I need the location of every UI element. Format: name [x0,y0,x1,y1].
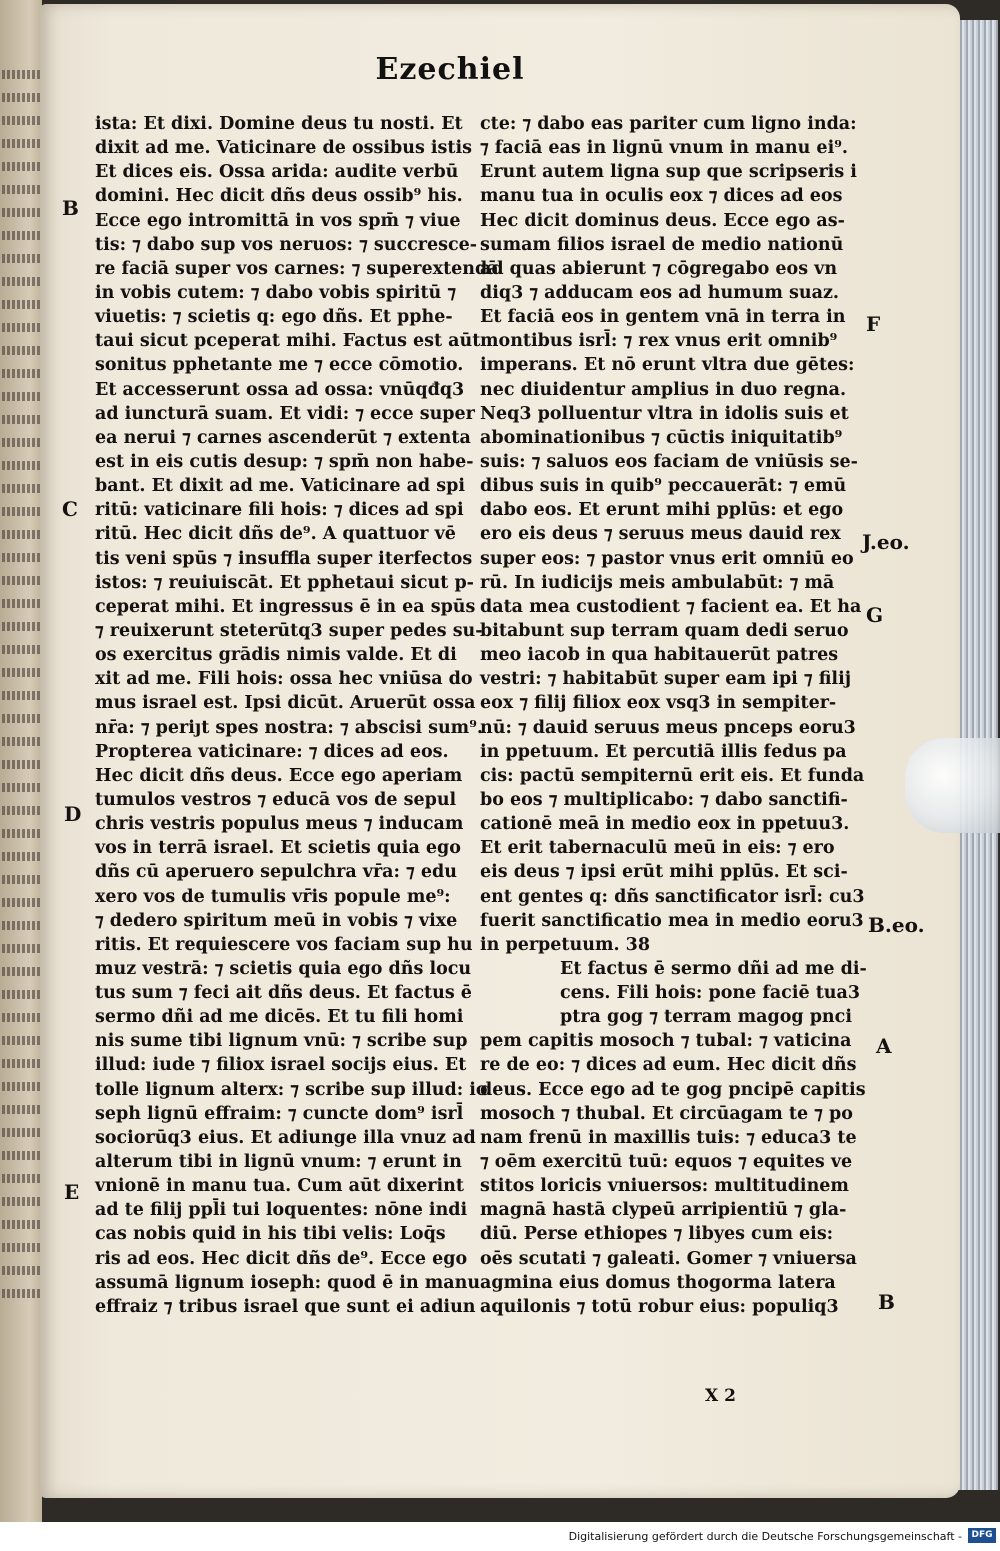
text-line: abominationibus ⁊ cūctis iniquitatib⁹ [480,427,843,448]
margin-ref-j-eo: J.eo. [862,530,910,554]
text-line: data mea custodient ⁊ facient ea. Et ha [480,596,862,617]
text-line: eis deus ⁊ ipsi erūt mihi pplūs. Et sci- [480,862,848,883]
footer-bar [0,1522,1000,1551]
margin-letter-b: B [62,196,79,220]
text-line: bitabunt sup terram quam dedi seruo [480,620,849,641]
text-line: dibus suis in quib⁹ peccauerāt: ⁊ emū [480,476,847,497]
text-line: cens. Fili hois: pone faciē tua3 [560,983,861,1004]
margin-letter-g: G [866,603,884,627]
text-line: assumā lignum ioseph: quod ē in manu [95,1272,481,1293]
text-line: aquilonis ⁊ totū robur eius: populiq3 [480,1296,839,1317]
text-line: nec diuidentur amplius in duo regna. [480,379,847,400]
text-line: ⁊ dedero spiritum meū in vobis ⁊ vixe [95,910,458,931]
text-line: Et dices eis. Ossa arida: audite verbū [95,162,459,183]
text-line: vestri: ⁊ habitabūt super eam ipi ⁊ filij [480,669,852,690]
margin-letter-e: E [64,1180,80,1204]
text-line: Hec dicit dominus deus. Ecce ego as- [480,210,845,231]
text-line: suis: ⁊ saluos eos faciam de vniūsis se- [480,451,858,472]
text-line: cte: ⁊ dabo eas pariter cum ligno inda: [480,114,857,134]
text-line: imperans. Et nō erunt vltra due gētes: [480,355,855,376]
text-line: ent gentes q: dñs sanctificator isrl̄: cu3 [480,886,865,907]
margin-letter-d: D [64,802,82,826]
margin-letter-a: A [876,1034,892,1058]
text-line: tis veni spūs ⁊ insuffla super iterfectos [95,548,473,569]
text-line: cas nobis quid in his tibi velis: Loq̄s [95,1224,446,1245]
text-line: viuetis: ⁊ scietis q: ego dñs. Et pphe- [95,307,453,328]
text-line: illud: iude ⁊ filiox israel socijs eius. Et [95,1055,467,1076]
text-line: in perpetuum. 38 [480,934,651,955]
text-line: Propterea vaticinare: ⁊ dices ad eos. [95,741,449,762]
text-line: eox ⁊ filij filiox eox vsq3 in sempiter- [480,693,837,714]
text-line: ptra gog ⁊ terram magog pnci [560,1007,852,1028]
text-line: effraiz ⁊ tribus israel que sunt ei adiun [95,1296,476,1317]
text-line: est in eis cutis desup: ⁊ spm̄ non habe- [95,451,474,472]
text-line: Et faciā eos in gentem vnā in terra in [480,307,846,328]
facing-page-edge [0,0,42,1522]
text-line: istos: ⁊ reuiuiscāt. Et pphetaui sicut p- [95,572,474,593]
text-line: nū: ⁊ dauid seruus meus pnceps eoru3 [480,717,856,738]
margin-letter-f: F [866,312,881,336]
text-line: stitos loricis vniuersos: multitudinem [480,1176,849,1197]
text-line: magnā hastā clypeū arripientiū ⁊ gla- [480,1200,847,1221]
text-line: pem capitis mosoch ⁊ tubal: ⁊ vaticina [480,1031,852,1052]
text-line: rū. In iudicijs meis ambulabūt: ⁊ mā [480,572,835,593]
text-line: dixit ad me. Vaticinare de ossibus istis [95,138,472,159]
text-line: os exercitus grādis nimis valde. Et di [95,645,457,666]
running-head: Ezechiel [375,52,525,87]
text-line: xero vos de tumulis vr̄is popule me⁹: [95,886,451,907]
text-line: chris vestris populus meus ⁊ inducam [95,814,464,835]
text-line: Erunt autem ligna sup que scripseris i [480,162,857,183]
text-line: agmina eius domus thogorma latera [480,1272,836,1293]
text-line: tumulos vestros ⁊ educā vos de sepul [95,789,457,810]
text-line: vnionē in manu tua. Cum aūt dixerint [95,1176,464,1197]
text-line: ero eis deus ⁊ seruus meus dauid rex [480,524,841,545]
footer-credit: Digitalisierung gefördert durch die Deutsche Forschungsgemeinschaft - [568,1530,962,1543]
text-line: re de eo: ⁊ dices ad eum. Hec dicit dñs [480,1055,857,1076]
text-line: seph lignū effraim: ⁊ cuncte dom⁹ isrl̄ [95,1103,464,1124]
text-line: fuerit sanctificatio mea in medio eoru3 [480,910,864,931]
text-line: ad iuncturā suam. Et vidi: ⁊ ecce super [95,403,475,424]
text-line: dabo eos. Et erunt mihi pplūs: et ego [480,500,844,521]
text-line: alterum tibi in lignū vnum: ⁊ erunt in [95,1152,462,1173]
text-line: ris ad eos. Hec dicit dñs de⁹. Ecce ego [95,1248,468,1269]
text-line: Ecce ego intromittā in vos spm̄ ⁊ viue [95,210,461,231]
text-line: diū. Perse ethiopes ⁊ libyes cum eis: [480,1224,834,1245]
text-line: sonitus pphetante me ⁊ ecce cōmotio. [95,355,464,376]
text-line: ⁊ oēm exercitū tuū: equos ⁊ equites ve [480,1152,853,1173]
text-line: mosoch ⁊ thubal. Et circūagam te ⁊ po [480,1103,853,1124]
text-line: bant. Et dixit ad me. Vaticinare ad spi [95,476,465,497]
text-line: Et factus ē sermo dñi ad me di- [560,958,867,979]
text-line: domini. Hec dicit dñs deus ossib⁹ his. [95,186,463,207]
text-line: oēs scutati ⁊ galeati. Gomer ⁊ vniuersa [480,1248,857,1269]
text-line: montibus isrl̄: ⁊ rex vnus erit omnib⁹ [480,331,838,352]
text-line: taui sicut pceperat mihi. Factus est aūt [95,331,481,352]
text-line: cationē meā in medio eox in ppetuu3. [480,814,850,835]
text-line: deus. Ecce ego ad te gog pncipē capitis [480,1079,866,1100]
margin-letter-c: C [62,497,78,521]
text-line: ritū. Hec dicit dñs de⁹. A quattuor vē [95,524,456,545]
text-line: ⁊ faciā eas in lignū vnum in manu ei⁹. [480,138,848,159]
text-line: tis: ⁊ dabo sup vos neruos: ⁊ succresce- [95,234,478,255]
text-line: meo iacob in qua habitauerūt patres [480,645,839,666]
text-line: ritū: vaticinare fili hois: ⁊ dices ad spi [95,500,464,521]
text-line: Et erit tabernaculū meū in eis: ⁊ ero [480,838,835,859]
text-line: xit ad me. Fili hois: ossa hec vniūsa do [95,669,473,690]
text-line: Hec dicit dñs deus. Ecce ego aperiam [95,765,463,786]
margin-letter-b2: B [878,1290,895,1314]
text-line: ea nerui ⁊ carnes ascenderūt ⁊ extenta [95,427,471,448]
text-line: in ppetuum. Et percutiā illis fedus pa [480,741,847,762]
text-line: bo eos ⁊ multiplicabo: ⁊ dabo sanctifi- [480,789,848,810]
text-line: ista: Et dixi. Domine deus tu nosti. Et [95,114,463,134]
text-line: sumam filios israel de medio nationū [480,234,844,255]
text-line: nr̄a: ⁊ periȷt spes nostra: ⁊ abscisi sum⁹. [95,717,483,738]
signature-mark: X 2 [705,1386,736,1406]
text-line: tus sum ⁊ feci ait dñs deus. Et factus ē [95,983,472,1004]
text-line: sermo dñi ad me dicēs. Et tu fili homi [95,1007,464,1028]
text-line: manu tua in oculis eox ⁊ dices ad eos [480,186,843,207]
text-line: tolle lignum alterx: ⁊ scribe sup illud: io [95,1079,488,1100]
right-text-column [480,112,867,1319]
text-line: re faciā super vos carnes: ⁊ superextendā [95,258,499,279]
text-line: ad te filij ppl̄i tui loquentes: nōne indi [95,1200,468,1221]
text-line: mus israel est. Ipsi dicūt. Aruerūt ossa [95,693,476,714]
text-line: nam frenū in maxillis tuis: ⁊ educa3 te [480,1127,857,1148]
left-text-column [95,112,499,1319]
text-line: ritis. Et requiescere vos faciam sup hu [95,934,473,955]
glass-page-holder [905,738,1000,833]
text-line: dñs cū aperuero sepulchra vr̄a: ⁊ edu [95,862,457,883]
text-line: cis: pactū sempiternū erit eis. Et funda [480,765,865,786]
text-line: Et accesserunt ossa ad ossa: vnūqđq3 [95,379,465,400]
text-line: ceperat mihi. Et ingressus ē in ea spūs [95,596,476,617]
text-line: nis sume tibi lignum vnū: ⁊ scribe sup [95,1031,468,1052]
margin-ref-b-eo: B.eo. [868,913,925,937]
text-line: ⁊ reuixerunt steterūtq3 super pedes su- [95,620,483,641]
text-line: diq3 ⁊ adducam eos ad humum suaz. [480,282,839,303]
text-line: sociorūq3 eius. Et adiunge illa vnuz ad [95,1127,476,1148]
text-line: ad quas abierunt ⁊ cōgregabo eos vn [480,258,838,279]
text-line: muz vestrā: ⁊ scietis quia ego dñs locu [95,958,472,979]
text-line: super eos: ⁊ pastor vnus erit omniū eo [480,548,854,569]
text-line: vos in terrā israel. Et scietis quia ego [95,838,461,859]
text-line: Neq3 polluentur vltra in idolis suis et [480,403,849,424]
text-line: in vobis cutem: ⁊ dabo vobis spiritū ⁊ [95,282,457,303]
dfg-logo: DFG [968,1528,996,1543]
